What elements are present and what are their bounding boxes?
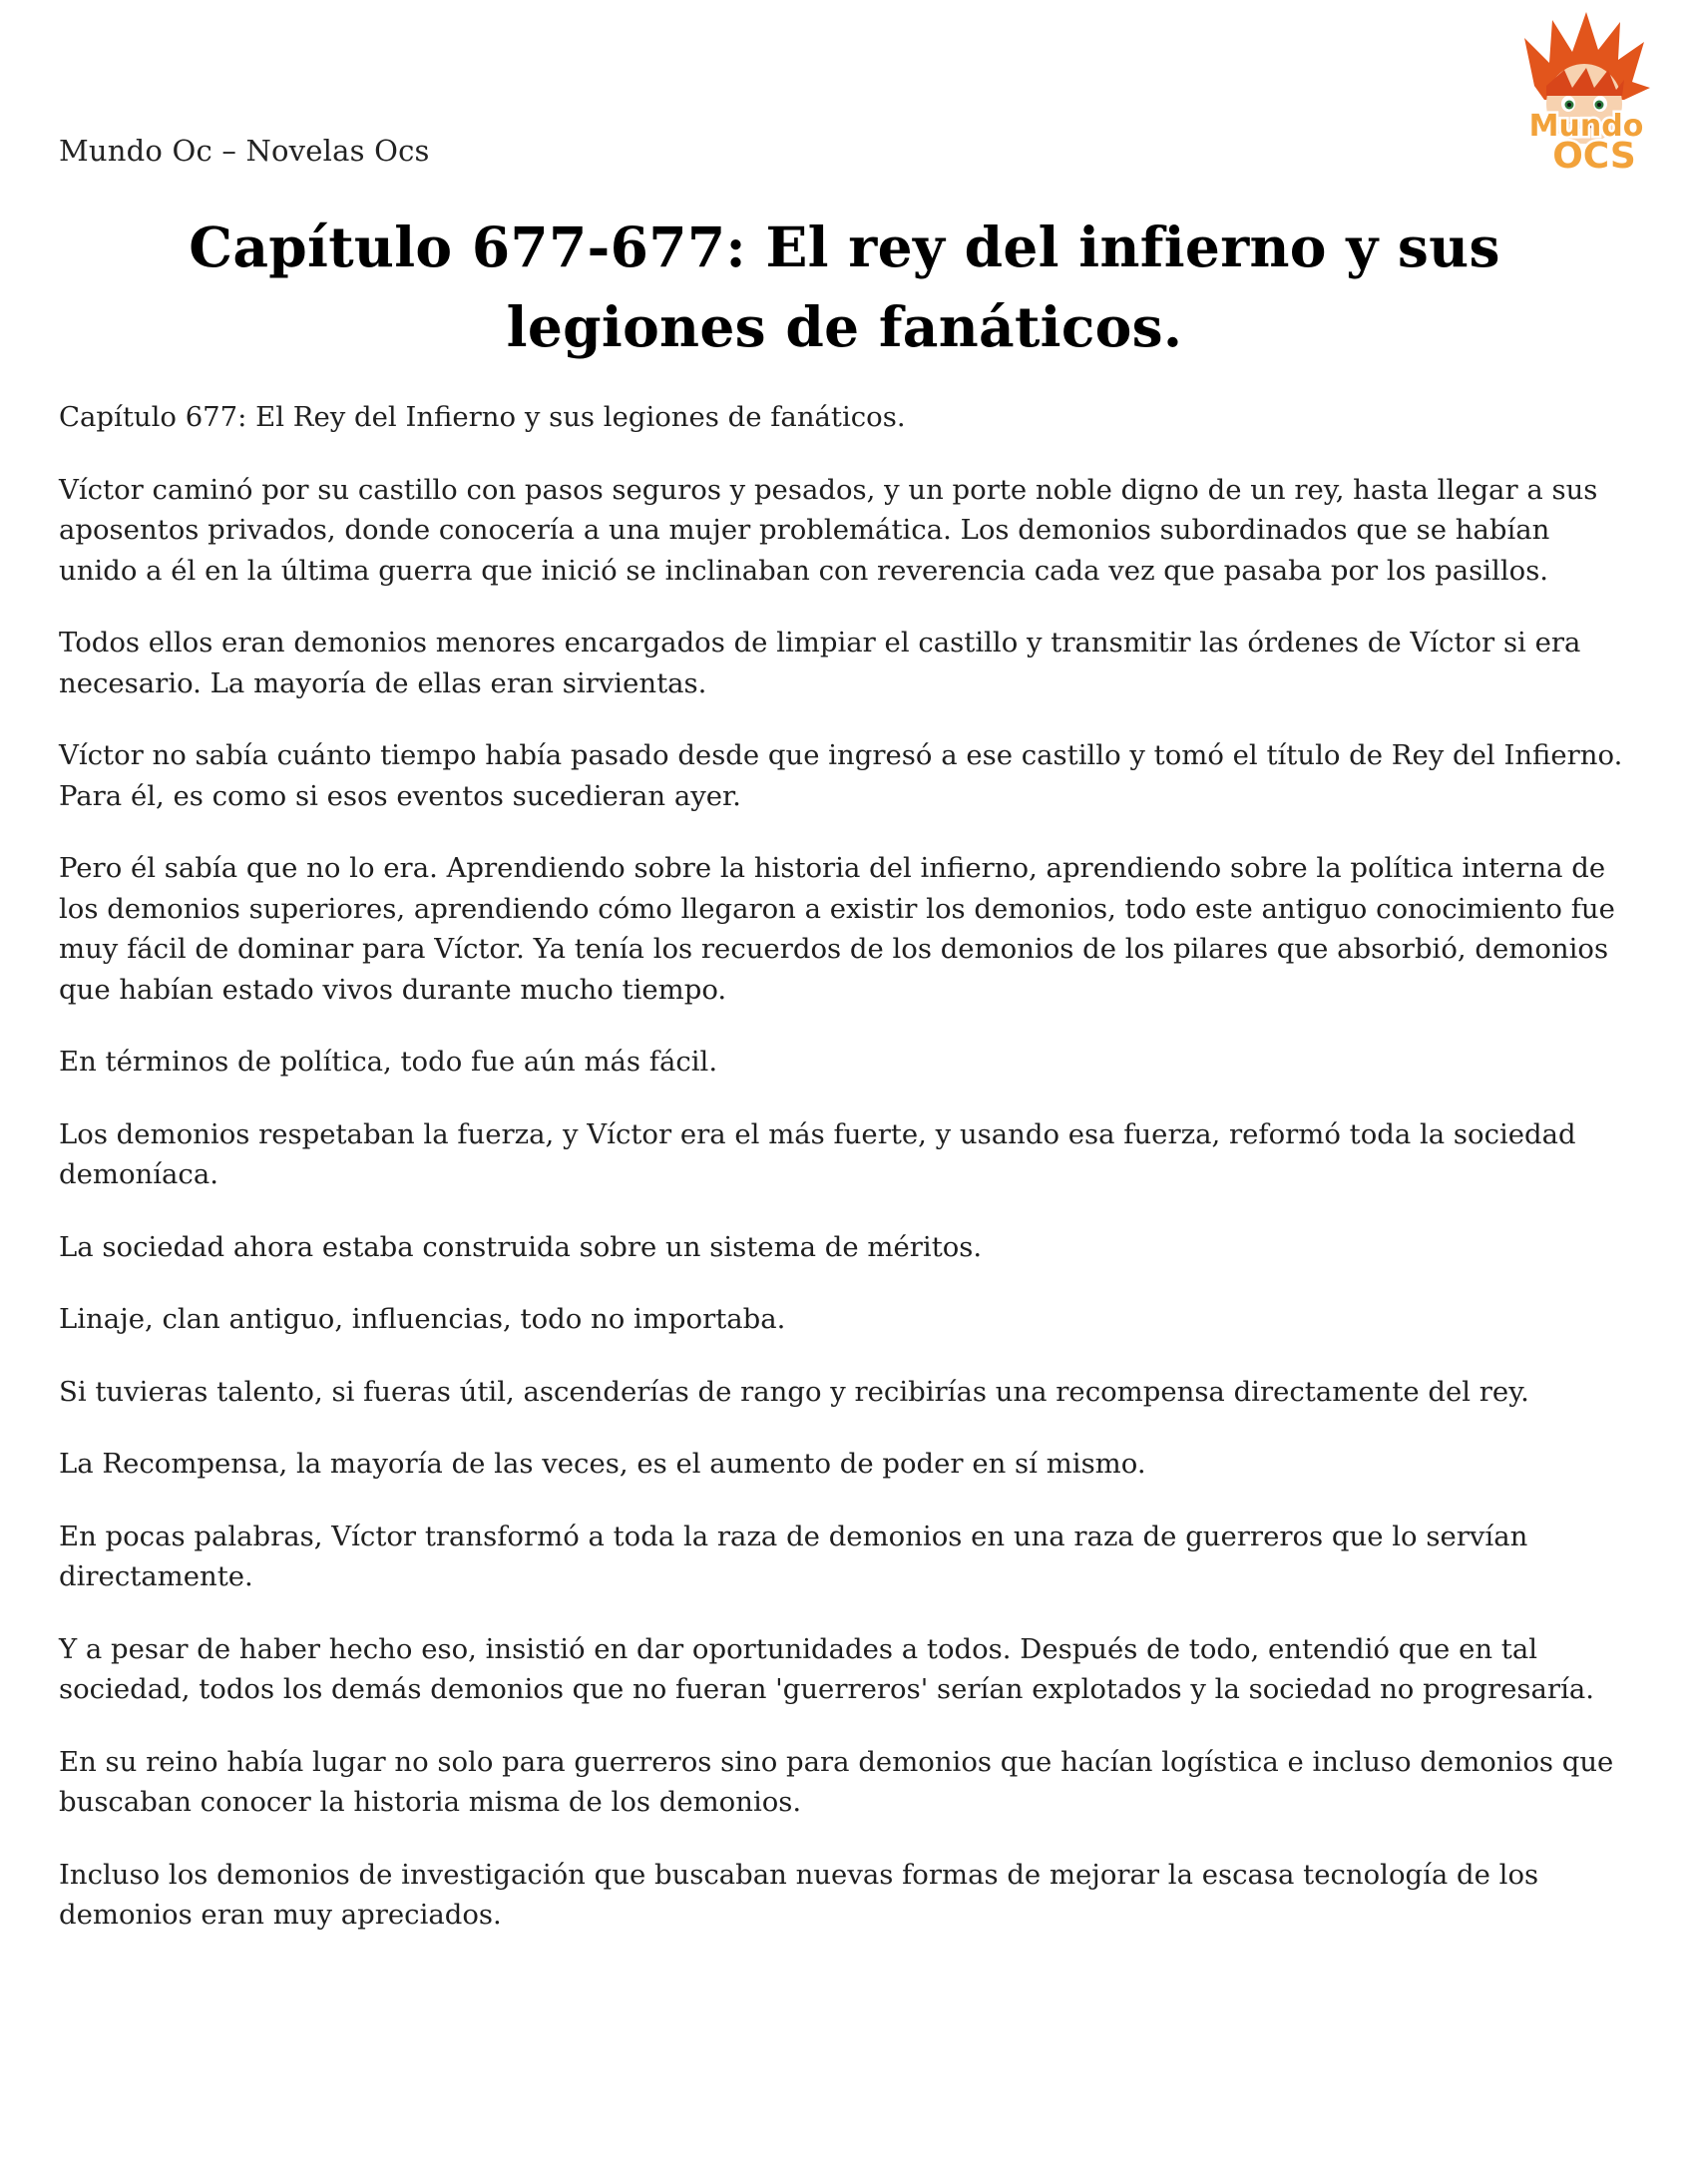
paragraph: Incluso los demonios de investigación que buscaban nuevas formas de mejorar la escasa tecnología de los demonios eran muy apreciados. [59, 1858, 1539, 1931]
paragraph: Capítulo 677: El Rey del Infierno y sus legiones de fanáticos. [59, 401, 906, 433]
paragraph: Y a pesar de haber hecho eso, insistió en dar oportunidades a todos. Después de todo, entendió que en tal sociedad, todos los demás demonios que no fueran 'guerreros' serían explotados y la sociedad no progresaría. [59, 1632, 1595, 1705]
mundo-ocs-logo-icon [1494, 8, 1674, 184]
paragraph: La sociedad ahora estaba construida sobre un sistema de méritos. [59, 1230, 983, 1263]
paragraph: Víctor caminó por su castillo con pasos seguros y pesados, y un porte noble digno de un rey, hasta llegar a sus aposentos privados, donde conocería a una mujer problemática. Los demonios subordinados que se habían unido a él en la última guerra que inició se inclinaban con reverencia cada vez que pasaba por los pasillos. [59, 473, 1598, 587]
paragraph: Pero él sabía que no lo era. Aprendiendo sobre la historia del infierno, aprendiendo sobre la política interna de los demonios superiores, aprendiendo cómo llegaron a existir los demonios, todo este antiguo conocimiento fue muy fácil de dominar para Víctor. Ya tenía los recuerdos de los demonios de los pilares que absorbió, demonios que habían estado vivos durante mucho tiempo. [59, 852, 1615, 1006]
paragraph: Linaje, clan antiguo, influencias, todo no importaba. [59, 1303, 786, 1335]
paragraph: La Recompensa, la mayoría de las veces, es el aumento de poder en sí mismo. [59, 1448, 1146, 1480]
chapter-title: Capítulo 677-677: El rey del infierno y sus legiones de fanáticos. [189, 215, 1500, 359]
logo-text-line2: OCS [1552, 136, 1636, 177]
paragraph: Todos ellos eran demonios menores encargados de limpiar el castillo y transmitir las órdenes de Víctor si era necesario. La mayoría de ellas eran sirvientas. [59, 627, 1581, 699]
chapter-body [59, 397, 1635, 1967]
paragraph: En pocas palabras, Víctor transformó a toda la raza de demonios en una raza de guerreros que lo servían directamente. [59, 1520, 1528, 1592]
site-header: Mundo Oc – Novelas Ocs [59, 134, 430, 168]
logo-text-line1: Mundo [1528, 109, 1644, 144]
paragraph: Si tuvieras talento, si fueras útil, ascenderías de rango y recibirías una recompensa directamente del rey. [59, 1375, 1529, 1408]
paragraph: En términos de política, todo fue aún más fácil. [59, 1046, 718, 1078]
paragraph: Víctor no sabía cuánto tiempo había pasado desde que ingresó a ese castillo y tomó el título de Rey del Infierno. Para él, es como si esos eventos sucedieran ayer. [59, 739, 1623, 812]
paragraph: Los demonios respetaban la fuerza, y Víctor era el más fuerte, y usando esa fuerza, reformó toda la sociedad demoníaca. [59, 1117, 1576, 1190]
paragraph: En su reino había lugar no solo para guerreros sino para demonios que hacían logística e incluso demonios que buscaban conocer la historia misma de los demonios. [59, 1745, 1614, 1818]
